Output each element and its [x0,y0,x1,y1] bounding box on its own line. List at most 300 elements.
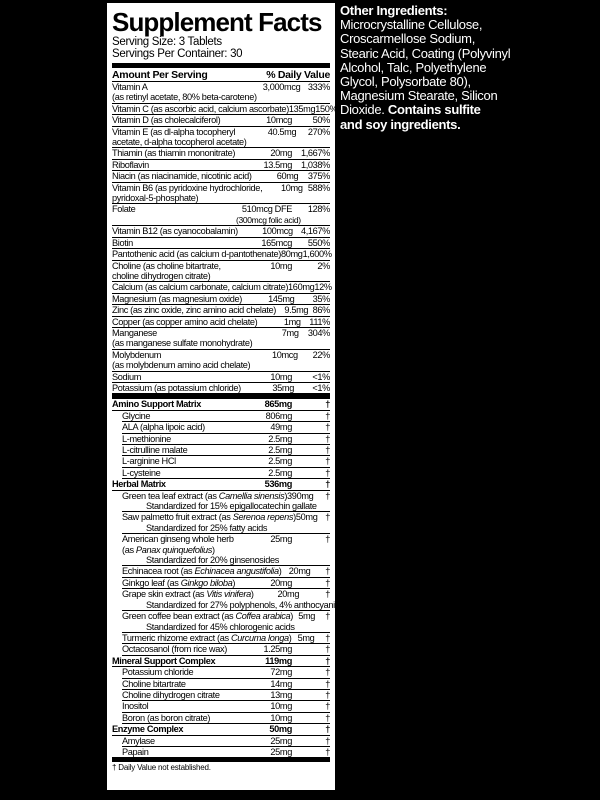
ingredient-amount: 13mg [270,689,292,700]
nutrient-name-cell [112,372,236,382]
nutrient-amount-cell [247,127,297,148]
daily-value: 128% [307,204,330,215]
daily-value: 22% [312,349,330,360]
ingredient-amount: 536mg [264,479,292,490]
botanical-name: Curcuma longa [230,632,289,643]
ingredient-name-cell [122,555,330,565]
standardization-note [122,599,344,611]
nutrient-amount-cell [257,82,301,103]
nutrient-name-cell [112,204,236,225]
ingredient-name-cell [112,656,236,666]
nutrient-amount-cell [289,104,315,114]
ingredient-row [122,411,330,422]
ingredient-name-suffix: ) [290,611,294,622]
ingredient-name-cell [122,736,236,746]
nutrient-amount-cell [252,171,299,181]
daily-value-dagger: † [325,655,330,666]
ingredient-row [122,679,330,690]
supplement-facts-panel [107,3,344,790]
standardization-note [122,555,330,566]
nutrient-row [112,261,330,283]
daily-value: 50% [312,115,330,126]
botanical-name: Serenoa repens [232,512,294,523]
blend-group-row [112,479,330,490]
ingredient-name-cell [122,644,236,654]
nutrient-amount: 40.5mg [267,126,297,137]
ingredient-amount: 2.5mg [268,433,292,444]
nutrient-amount-cell [238,226,293,236]
ingredient-name-line [122,644,236,654]
daily-value: 1,038% [300,159,330,170]
ingredient-name-line [146,501,330,511]
ingredient-name: Papain [122,746,149,757]
ingredient-amount: 20mg [277,589,300,600]
daily-value-dagger: † [325,667,330,678]
ingredient-name: Herbal Matrix [112,479,166,490]
nutrient-amount-cell [236,372,292,382]
nutrient-row [112,183,330,205]
daily-value-dagger: † [325,399,330,410]
ingredient-amount: 865mg [264,399,292,410]
daily-value: 1,600% [302,249,332,260]
nutrient-name-cell [112,148,236,158]
ingredient-name-line [122,667,236,677]
nutrient-amount: 165mcg [261,237,292,248]
column-header [112,68,330,82]
other-ingredients-title: Other Ingredients: [340,3,448,18]
daily-value: 375% [307,171,330,182]
daily-value-dagger: † [325,566,330,577]
nutrient-amount: 1mg [283,316,301,327]
ingredient-name-line [122,747,236,757]
ingredient-name: Standardized for 27% polyphenols, 4% anthocyanins [146,599,344,610]
ingredient-amount: 5mg [297,632,315,643]
nutrient-amount: 145mg [268,293,295,304]
daily-value: 270% [307,126,330,137]
ingredient-amount: 25mg [270,746,292,757]
nutrient-row [112,317,330,328]
ingredient-line: Glycol, Polysorbate 80), [340,74,471,90]
ingredient-name: ALA (alpha lipoic acid) [122,422,205,433]
ingredient-row [122,611,330,621]
ingredient-name: Amino Support Matrix [112,399,201,410]
ingredient-name-line [122,578,236,588]
ingredient-name-cell [122,701,236,711]
ingredient-line: Stearic Acid, Coating (Polyvinyl [340,45,511,61]
ingredient-name-line [122,434,236,444]
ingredient-row [122,534,330,555]
nutrient-name: Choline (as choline bitartrate, [112,260,221,271]
ingredient-name: American ginseng whole herb [122,534,234,545]
ingredient-amount: 2.5mg [268,467,292,478]
daily-value-dagger: † [325,445,330,455]
ingredient-row [122,736,330,747]
ingredient-name: Choline bitartrate [122,678,186,689]
ingredient-name-cell [122,534,236,555]
nutrient-name: Pantothenic acid (as calcium d-pantothenate) [112,249,281,260]
ingredient-line: Croscarmellose Sodium, [340,31,476,47]
standardization-note [122,523,330,534]
ingredient-name-line [146,523,330,533]
ingredient-line: Dioxide. [340,102,388,118]
ingredient-name-line [146,622,330,632]
ingredient-name-cell [122,622,330,632]
ingredient-amount: 5mg [298,611,316,622]
nutrient-row [112,238,330,249]
ingredient-name: L-methionine [122,433,171,444]
ingredient-row [122,690,330,701]
daily-value-dagger: † [325,724,330,735]
nutrient-name-cell [112,249,281,259]
ingredient-name: Mineral Support Complex [112,655,216,666]
ingredient-name-line [122,445,236,455]
serving-size: Serving Size: 3 Tablets [112,36,222,48]
nutrient-row [112,372,330,383]
nutrient-amount-cell [236,204,301,225]
nutrient-amount-note: (300mcg folic acid) [236,214,301,225]
ingredient-name: L-citrulline malate [122,445,188,455]
ingredient-name: Saw palmetto fruit extract (as [122,512,233,523]
nutrient-name-cell [112,226,238,236]
ingredient-row [122,633,330,644]
ingredient-name-line [122,456,236,466]
botanical-name: Panax quinquefolius [135,544,213,555]
nutrient-amount-cell [236,148,292,158]
nutrient-amount: 7mg [281,327,299,338]
ingredient-name-cell [122,422,236,432]
nutrient-name-cell [112,127,247,148]
nutrient-row [112,282,330,293]
ingredient-name-cell [122,600,344,610]
nutrient-name: Riboflavin [112,159,149,170]
nutrient-row [112,249,330,260]
daily-value-dagger: † [325,678,330,689]
ingredient-amount: 25mg [270,534,292,545]
nutrient-amount-cell [236,261,292,282]
ingredient-name: Glycine [122,410,151,421]
nutrient-amount: 10mcg [266,115,292,126]
nutrient-source: (as retinyl acetate, 80% beta-carotene) [112,92,257,103]
daily-value-dagger: † [325,490,330,501]
daily-value-dagger: † [325,746,330,757]
ingredient-name-cell [122,456,236,466]
ingredient-amount: 72mg [270,667,292,678]
ingredient-row [122,434,330,445]
ingredient-name-suffix: ) [284,490,288,501]
nutrient-row [112,148,330,159]
ingredient-line: Microcrystalline Cellulose, [340,17,483,33]
nutrient-name: Vitamin B12 (as cyanocobalamin) [112,226,238,237]
nutrient-row [112,350,330,372]
ingredient-amount: 390mg [287,490,314,501]
nutrient-amount: 10mg [270,371,292,382]
nutrient-amount-cell [276,305,308,315]
daily-value: <1% [312,382,330,393]
daily-value: 12% [314,282,332,293]
nutrient-name-cell [112,82,257,103]
ingredient-name-line [122,468,236,478]
ingredient-name: Potassium chloride [122,667,194,678]
ingredient-line: Alcohol, Talc, Polyethylene [340,59,487,75]
daily-value-dagger: † [325,467,330,478]
ingredient-name-cell [122,747,236,757]
ingredient-row [122,468,330,479]
nutrient-name-cell [112,282,288,292]
ingredient-row [122,713,330,724]
nutrient-name: Vitamin D (as cholecalciferol) [112,115,221,126]
ingredient-name-cell [122,578,236,588]
ingredient-row [122,566,330,577]
nutrient-source: (as manganese sulfate monohydrate) [112,338,253,349]
ingredient-name-line [112,724,236,734]
nutrient-row [112,103,338,115]
botanical-name: Echinacea angustifolia [194,566,279,577]
daily-value-dagger: † [325,534,330,545]
ingredient-source: (as [122,544,136,555]
ingredient-row [122,491,330,501]
footnote: † Daily Value not established. [112,763,211,773]
nutrient-amount-cell [236,238,292,248]
nutrient-amount: 35mg [272,382,294,393]
nutrient-amount: 13.5mg [263,159,292,170]
blend-group-row [112,724,330,735]
ingredient-name-line [122,679,236,689]
ingredient-name-suffix: ) [293,512,296,523]
nutrient-amount-cell [252,328,298,349]
nutrient-amount-cell [242,294,294,304]
allergen-warning: and soy ingredients. [340,116,461,132]
ingredient-name-suffix: ) [288,632,292,643]
nutrient-amount: 80mg [280,249,303,260]
daily-value: 111% [309,316,330,327]
ingredient-name-line [122,422,236,432]
ingredient-name: Ginkgo leaf (as [122,577,181,588]
ingredient-name-line [112,656,236,666]
ingredient-name-line [122,701,236,711]
daily-value-dagger: † [325,479,330,490]
nutrient-amount-cell [281,249,303,259]
ingredient-name-line [112,399,236,409]
ingredient-line: Magnesium Stearate, Silicon [340,88,498,104]
nutrient-source: pyridoxal-5-phosphate) [112,193,199,204]
ingredient-name-suffix: ) [278,566,282,577]
ingredient-name-line [122,736,236,746]
nutrient-amount: 100mcg [262,226,293,237]
daily-value: 333% [307,82,330,92]
nutrient-amount: 60mg [276,171,299,182]
ingredient-name: Standardized for 20% ginsenosides [146,555,279,566]
nutrient-amount-cell [250,350,298,371]
nutrient-name-cell [112,115,236,125]
daily-value-dagger: † [325,712,330,723]
daily-value-dagger: † [325,422,330,433]
ingredient-row [122,589,330,599]
nutrient-amount: 135mg [288,103,316,114]
ingredient-row [122,667,330,678]
nutrient-name-cell [112,294,242,304]
ingredient-row [122,512,330,522]
ingredient-source-suffix: ) [212,544,215,555]
daily-value: 550% [307,237,330,248]
ingredient-row [122,701,330,712]
nutrient-source: (as molybdenum amino acid chelate) [112,360,251,371]
daily-value-dagger: † [325,735,330,746]
ingredient-name-cell [122,667,236,677]
daily-value: 4,167% [300,226,330,237]
ingredient-row [122,747,330,757]
nutrient-row [112,383,330,394]
nutrient-amount-cell [262,183,302,204]
nutrient-row [112,305,330,316]
ingredient-name: Standardized for 45% chlorogenic acids [146,621,295,632]
ingredient-amount: 20mg [270,577,292,588]
daily-value: <1% [312,371,330,382]
ingredient-name-line [122,690,236,700]
ingredient-name-line [122,611,293,621]
blend-group-row [112,399,330,410]
nutrient-amount: 20mg [270,148,292,159]
daily-value-dagger: † [325,632,330,643]
nutrient-name: Thiamin (as thiamin mononitrate) [112,148,236,159]
servings-per-container: Servings Per Container: 30 [112,48,243,60]
nutrient-name-cell [112,350,250,371]
nutrient-name: Folate [112,204,136,215]
daily-value-dagger: † [325,512,330,523]
ingredient-name: Enzyme Complex [112,724,184,735]
ingredient-name: Inositol [122,701,149,712]
ingredient-amount: 1.25mg [263,644,292,655]
nutrient-name: Manganese [112,327,157,338]
daily-value: 150% [315,103,338,114]
ingredient-name-line [122,491,287,501]
daily-value-dagger: † [325,644,330,655]
nutrient-row [112,127,330,149]
nutrient-name-cell [112,160,236,170]
daily-value-dagger: † [325,689,330,700]
daily-value-dagger: † [325,577,330,588]
ingredient-amount: 25mg [270,735,292,746]
allergen-warning: Contains sulfite [387,102,481,118]
ingredient-name: Standardized for 15% epigallocatechin gallate [146,501,317,512]
ingredient-name-line [122,713,236,723]
ingredient-amount: 10mg [270,712,292,723]
ingredient-name-cell [122,713,236,723]
daily-value: 588% [307,182,330,193]
ingredient-name-line [122,534,236,544]
botanical-name: Vitis vinifera [206,589,251,600]
daily-value-dagger: † [325,589,330,600]
ingredient-row [122,644,330,655]
ingredient-name-suffix: ) [232,577,236,588]
ingredient-name-line [146,600,344,610]
ingredient-name-cell [122,633,291,643]
nutrient-amount: 10mcg [271,349,298,360]
ingredient-name-cell [122,690,236,700]
ingredient-name: Echinacea root (as [122,566,195,577]
nutrient-row [112,82,330,104]
ingredient-name-cell [112,399,236,409]
nutrient-row [112,328,330,350]
nutrient-amount-cell [288,282,314,292]
ingredient-row [122,422,330,433]
ingredient-name-line [122,589,254,599]
ingredient-name-cell [122,611,293,621]
nutrient-amount-cell [236,160,292,170]
ingredient-name-cell [122,434,236,444]
nutrient-name: Potassium (as potassium chloride) [112,382,241,393]
nutrient-row [112,171,330,182]
nutrient-name-cell [112,238,236,248]
nutrient-amount: 3,000mcg [262,82,301,92]
nutrient-name-cell [112,317,257,327]
daily-value-dagger: † [325,701,330,712]
blend-list [112,399,344,757]
ingredient-name: Green tea leaf extract (as [122,490,219,501]
ingredient-name: Amylase [122,735,155,746]
nutrient-source: acetate, d-alpha tocopherol acetate) [112,137,247,148]
ingredient-amount: 806mg [265,410,292,421]
vitamin-mineral-list [112,82,338,394]
nutrient-row [112,294,330,305]
ingredient-name-cell [122,566,281,576]
ingredient-name: Choline dihydrogen citrate [122,689,220,700]
ingredient-name-suffix: ) [250,589,254,600]
nutrient-row [112,204,330,226]
ingredient-name: Grape skin extract (as [122,589,207,600]
ingredient-name: Octacosanol (from rice wax) [122,644,227,655]
nutrient-name: Vitamin C (as ascorbic acid, calcium ascorbate) [112,103,289,114]
ingredient-amount: 50mg [269,724,292,735]
daily-value: 86% [312,305,330,316]
botanical-name: Ginkgo biloba [180,577,233,588]
nutrient-name-cell [112,183,262,204]
nutrient-name-cell [112,261,236,282]
botanical-name: Camellia sinensis [218,490,285,501]
nutrient-name-cell [112,104,289,114]
nutrient-name-cell [112,383,241,393]
nutrient-name-cell [112,171,252,181]
daily-value-dagger: † [325,611,330,622]
nutrient-amount: 10mg [270,260,292,271]
nutrient-name-cell [112,305,276,315]
nutrient-row [112,226,330,237]
ingredient-amount: 2.5mg [268,445,292,455]
nutrient-name: Calcium (as calcium carbonate, calcium citrate) [112,282,289,293]
daily-value-dagger: † [325,433,330,444]
nutrient-amount: 510mcg DFE [241,204,292,215]
nutrient-row [112,115,330,126]
standardization-note [122,622,330,633]
daily-value-header: % Daily Value [266,69,330,81]
daily-value: 2% [317,260,330,271]
daily-value: 35% [312,293,330,304]
nutrient-name: Biotin [112,237,133,248]
ingredient-amount: 10mg [270,701,292,712]
blend-group-row [112,656,330,667]
other-ingredients [340,4,598,132]
ingredient-name-cell [122,411,236,421]
nutrient-row [112,160,330,171]
ingredient-name-cell [122,491,287,501]
amount-header: Amount Per Serving [112,69,208,81]
nutrient-name: Molybdenum [112,349,162,360]
ingredient-name-cell [122,468,236,478]
ingredient-name-line [122,411,236,421]
ingredient-name: L-cysteine [122,467,161,478]
ingredient-name-line [112,479,236,489]
standardization-note [122,501,330,512]
nutrient-amount: 10mg [281,182,303,193]
